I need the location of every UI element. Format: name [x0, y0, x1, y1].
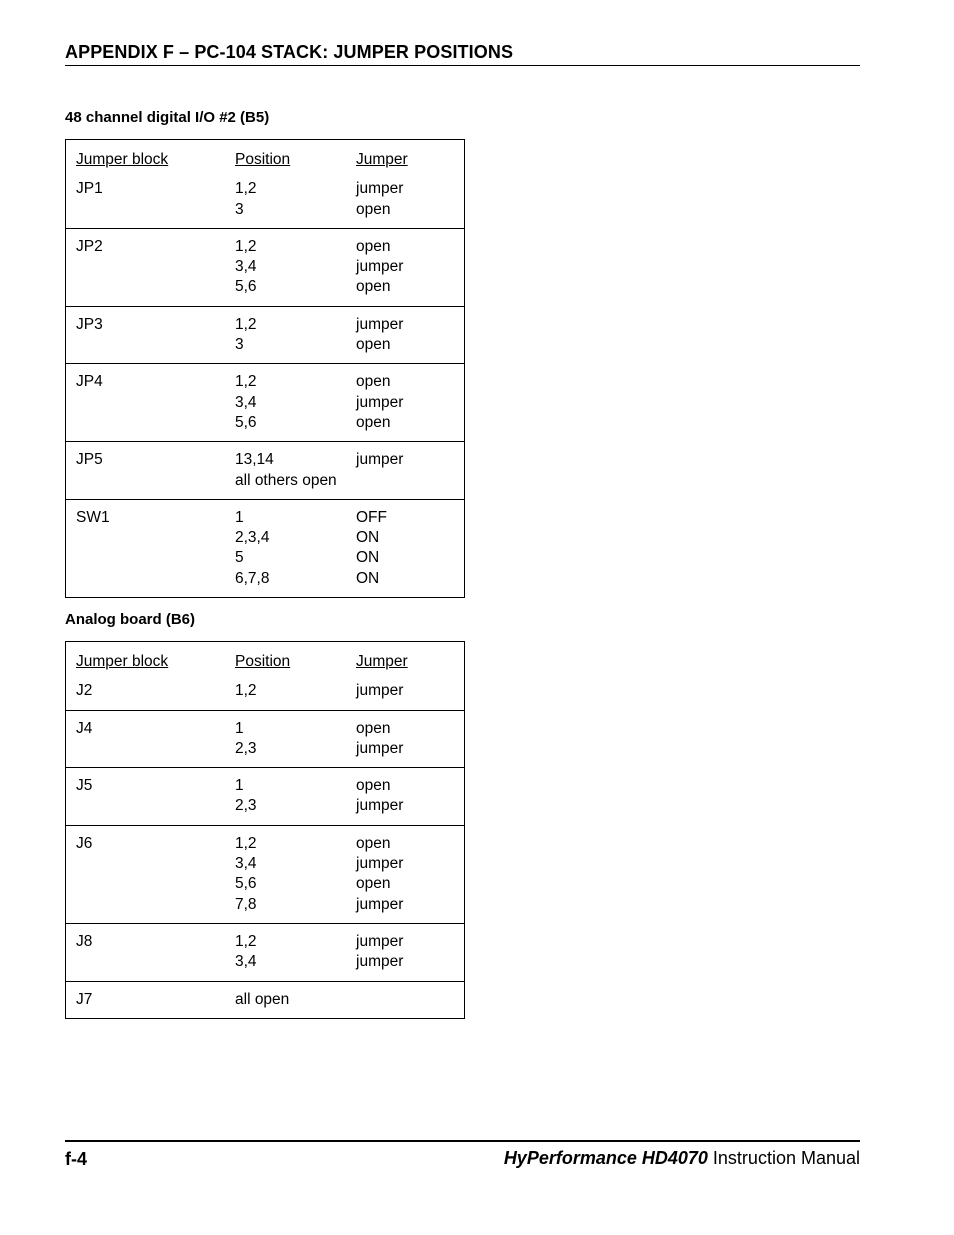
table-row — [66, 739, 464, 759]
position-cell: 1 — [235, 777, 244, 795]
table-row — [66, 200, 464, 220]
jumper-block-cell: J2 — [76, 682, 93, 700]
jumper-cell: ON — [356, 549, 380, 567]
position-cell: 1,2 — [235, 237, 257, 255]
jumper-cell: open — [356, 834, 391, 852]
jumper-cell: jumper — [356, 739, 404, 757]
table-row — [66, 569, 464, 589]
jumper-group — [66, 499, 464, 597]
table-row — [66, 372, 464, 392]
table-row — [66, 528, 464, 548]
position-cell: 3,4 — [235, 953, 257, 971]
jumper-table-b5 — [65, 139, 465, 598]
jumper-cell: open — [356, 875, 391, 893]
position-cell: 3 — [235, 200, 244, 218]
column-header: Jumper — [356, 151, 408, 168]
position-cell: 1 — [235, 508, 244, 526]
jumper-group — [66, 825, 464, 923]
jumper-cell: jumper — [356, 953, 404, 971]
table-row — [66, 874, 464, 894]
position-cell: 2,3 — [235, 797, 257, 815]
footer-suffix: Instruction Manual — [707, 1148, 860, 1168]
table-row — [66, 834, 464, 854]
table-row — [66, 508, 464, 528]
position-cell: 7,8 — [235, 895, 257, 913]
position-cell: 3,4 — [235, 258, 257, 276]
position-cell: all open — [235, 990, 290, 1008]
jumper-group — [66, 981, 464, 1018]
column-header: Jumper block — [76, 653, 169, 670]
jumper-cell: ON — [356, 569, 380, 587]
table-row — [66, 315, 464, 335]
position-cell: 1,2 — [235, 682, 257, 700]
jumper-block-cell: J7 — [76, 990, 93, 1008]
table-row — [66, 548, 464, 568]
table-row — [66, 471, 464, 491]
jumper-block-cell: SW1 — [76, 508, 110, 526]
column-header: Position — [235, 653, 291, 670]
jumper-group — [66, 767, 464, 825]
position-cell: 5,6 — [235, 413, 257, 431]
jumper-block-cell: JP4 — [76, 373, 103, 391]
jumper-cell: open — [356, 777, 391, 795]
position-cell: all others open — [235, 471, 337, 489]
footer-brand: HyPerformance HD4070 — [503, 1148, 708, 1168]
page-header — [65, 42, 860, 66]
jumper-group — [66, 228, 464, 306]
table-row — [66, 450, 464, 470]
jumper-group — [66, 363, 464, 441]
jumper-table-b6 — [65, 641, 465, 1019]
table-row — [66, 277, 464, 297]
footer-rule — [65, 1140, 860, 1142]
jumper-cell: open — [356, 278, 391, 296]
table-row — [66, 952, 464, 972]
column-header: Jumper block — [76, 151, 169, 168]
table-row — [66, 393, 464, 413]
column-headers — [66, 150, 464, 170]
jumper-cell: jumper — [356, 258, 404, 276]
position-cell: 1,2 — [235, 932, 257, 950]
jumper-cell: open — [356, 200, 391, 218]
position-cell: 1,2 — [235, 834, 257, 852]
table-row — [66, 990, 464, 1010]
position-cell: 1 — [235, 719, 244, 737]
jumper-cell: jumper — [356, 682, 404, 700]
table-row — [66, 719, 464, 739]
position-cell: 5,6 — [235, 875, 257, 893]
table-row — [66, 895, 464, 915]
jumper-cell: jumper — [356, 315, 404, 333]
jumper-group — [66, 923, 464, 981]
jumper-cell: open — [356, 413, 391, 431]
jumper-block-cell: JP5 — [76, 451, 103, 469]
position-cell: 1,2 — [235, 180, 257, 198]
jumper-group — [66, 306, 464, 364]
position-cell: 1,2 — [235, 315, 257, 333]
jumper-cell: jumper — [356, 797, 404, 815]
jumper-cell: open — [356, 237, 391, 255]
jumper-cell: open — [356, 336, 391, 354]
page-number: f-4 — [65, 1149, 87, 1169]
jumper-cell: jumper — [356, 393, 404, 411]
column-header: Position — [235, 151, 291, 168]
column-headers — [66, 652, 464, 672]
jumper-cell: open — [356, 719, 391, 737]
jumper-group — [66, 642, 464, 710]
position-cell: 13,14 — [235, 451, 274, 469]
table-row — [66, 413, 464, 433]
jumper-cell: OFF — [356, 508, 387, 526]
table-row — [66, 854, 464, 874]
jumper-block-cell: JP2 — [76, 237, 103, 255]
table-row — [66, 932, 464, 952]
jumper-cell: open — [356, 373, 391, 391]
jumper-block-cell: J4 — [76, 719, 93, 737]
jumper-block-cell: J6 — [76, 834, 93, 852]
jumper-cell: jumper — [356, 180, 404, 198]
jumper-cell: ON — [356, 529, 380, 547]
jumper-cell: jumper — [356, 451, 404, 469]
footer-title — [504, 1148, 860, 1169]
column-header: Jumper — [356, 653, 408, 670]
jumper-block-cell: JP3 — [76, 315, 103, 333]
page-title: APPENDIX F – PC-104 STACK: JUMPER POSITIONS — [65, 42, 514, 62]
jumper-group — [66, 140, 464, 228]
position-cell: 2,3 — [235, 739, 257, 757]
section-title-b6: Analog board (B6) — [65, 611, 195, 628]
jumper-group — [66, 441, 464, 499]
jumper-cell: jumper — [356, 895, 404, 913]
table-row — [66, 237, 464, 257]
jumper-block-cell: J8 — [76, 932, 93, 950]
table-row — [66, 776, 464, 796]
position-cell: 6,7,8 — [235, 569, 270, 587]
jumper-block-cell: JP1 — [76, 180, 103, 198]
position-cell: 3,4 — [235, 855, 257, 873]
table-row — [66, 335, 464, 355]
section-title-b5: 48 channel digital I/O #2 (B5) — [65, 109, 270, 126]
position-cell: 5 — [235, 549, 244, 567]
table-row — [66, 257, 464, 277]
jumper-group — [66, 710, 464, 768]
jumper-block-cell: J5 — [76, 777, 93, 795]
position-cell: 5,6 — [235, 278, 257, 296]
position-cell: 3 — [235, 336, 244, 354]
jumper-cell: jumper — [356, 855, 404, 873]
jumper-cell: jumper — [356, 932, 404, 950]
table-row — [66, 179, 464, 199]
position-cell: 2,3,4 — [235, 529, 270, 547]
position-cell: 1,2 — [235, 373, 257, 391]
position-cell: 3,4 — [235, 393, 257, 411]
table-row — [66, 681, 464, 701]
table-row — [66, 796, 464, 816]
